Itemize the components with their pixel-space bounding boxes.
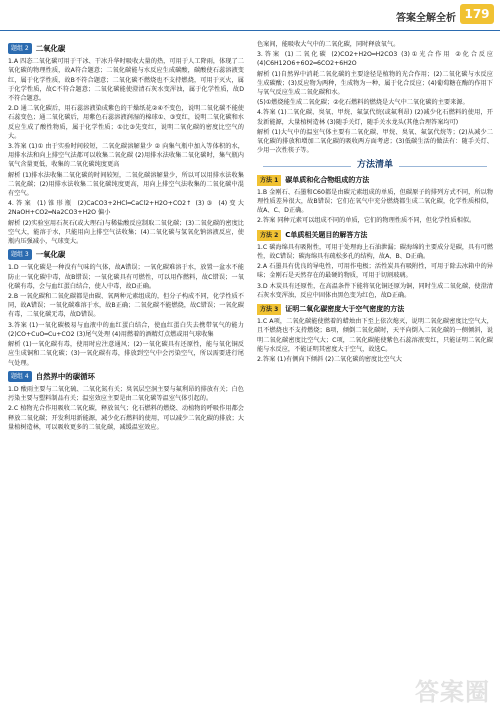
answer-paragraph: 2.答案 (1)有侧向下倾斜 (2)二氧化碳的密度比空气大 — [257, 356, 402, 364]
section-heading — [8, 371, 244, 382]
section-tag: 题组 2 — [8, 43, 32, 54]
right-column — [257, 40, 493, 365]
answer-paragraph: 1.C A项，二氧化碳能使燃着的蜡烛由下至上依次熄灭，说明二氧化碳密度比空气大，且不燃烧也不支持燃烧；B项，倾倒二氧化碳时，天平向倒入二氧化碳的一侧倾斜，说明二氧化碳密度比空气大；C项，二氧化碳能使紫色石蕊溶液变红，只能证明二氧化碳能与水反应，不能证明其密度大于空气，故选C。 — [257, 318, 493, 353]
answer-paragraph: (5)①燃烧能生成二氧化碳；②化石燃料的燃烧是大气中二氧化碳的主要来源。 — [257, 99, 469, 107]
answer-paragraph: 3.答案 (1)① 由于实验时间较短，二氧化碳溶解量少 ② 向集气瓶中加入等体积的水，用排水法和向上排空气法都可以收集二氧化碳 (2)用排水法收集二氧化碳时，集气瓶内氧气含量更低，收集的二氧化碳纯度更高 — [8, 143, 244, 169]
answer-paragraph: 3.D 木炭具有还原性，在高温条件下能将氧化铜还原为铜，同时生成二氧化碳，使澄清石灰水变浑浊，反应中固体由黑色变为红色，故D正确。 — [257, 282, 493, 299]
divider — [263, 166, 351, 167]
answer-paragraph: 1.B 金刚石、石墨和C60都是由碳元素组成的单质，但碳原子的排列方式不同，所以物理性质差异很大，故B错误；它们在氧气中充分燃烧都生成二氧化碳，化学性质相似，故A、C、D正确。 — [257, 188, 493, 215]
answer-paragraph: 解析 (1)大气中的温室气体主要有二氧化碳、甲烷、臭氧、氟氯代烷等；(2)从减少二氧化碳的排放和增加二氧化碳的吸收两方面考虑；(3)低碳生活的做法有：随手关灯、少用一次性筷子等。 — [257, 128, 493, 155]
section-heading — [8, 43, 244, 54]
method-list-label: 方法清单 — [357, 160, 394, 171]
section-name: 二氧化碳 — [35, 44, 66, 53]
answer-paragraph: 2.答案 同种元素可以组成不同的单质，它们的物理性质不同，但化学性质相似。 — [257, 217, 476, 225]
method-name: 碳单质和化合物组成的方法 — [285, 175, 370, 184]
page-number: 179 — [460, 4, 494, 24]
answer-paragraph: 解析 (2)实验室用石灰石(或大理石)与稀盐酸反应制取二氧化碳；(3)二氧化碳的密度比空气大，能溶于水，只能用向上排空气法收集；(4)二氧化碳与氢氧化钠溶液反应，使瓶内压强减小，气球变大。 — [8, 219, 244, 246]
header-title: 答案全解全析 — [396, 13, 456, 24]
answer-paragraph: 解析 (1)自然界中消耗二氧化碳的主要途径是植物的光合作用；(2)二氧化碳与水反应生成碳酸；(3)反应物为两种，生成物为一种，属于化合反应；(4)葡萄糖在酶的作用下与氧气反应生成二氧化碳和水。 — [257, 70, 493, 97]
method-name: C单质相关题目的解答方法 — [285, 230, 368, 239]
answer-paragraph: 2.A 石墨具有优良的导电性，可用作电极；活性炭具有吸附性，可用于除去冰箱中的异味；金刚石是天然存在的最硬的物质，可用于切割玻璃。 — [257, 263, 493, 280]
method-badge: 方法 3 — [257, 304, 281, 315]
answer-paragraph: 4.答案 (1)锥形瓶 (2)CaCO3+2HCl═CaCl2+H2O+CO2↑ (3)③ (4)变大 2NaOH+CO2═Na2CO3+H2O 偏小 — [8, 200, 244, 217]
section-tag: 题组 3 — [8, 249, 32, 260]
method-badge: 方法 2 — [257, 230, 281, 241]
answer-paragraph: 1.D 酸雨主要与二氧化硫、二氧化氮有关；臭氧层空洞主要与氟利昂的排放有关；白色污染主要与塑料制品有关；温室效应主要是由二氧化碳等温室气体引起的。 — [8, 385, 244, 403]
answer-paragraph: 2.B 一氧化碳和二氧化碳都是由碳、氧两种元素组成的，但分子构成不同，化学性质不同，故A错误；一氧化碳难溶于水，故B正确；二氧化碳不能燃烧，故C错误；一氧化碳有毒，二氧化碳无毒，故D错误。 — [8, 293, 244, 319]
answer-paragraph: 2.C 植物光合作用吸收二氧化碳，释放氧气；化石燃料的燃烧、动植物的呼吸作用都会释放二氧化碳；开发利用新能源，减少化石燃料的使用，可以减少二氧化碳的排放；大量植树造林，可以吸收更多的二氧化碳，减缓温室效应。 — [8, 405, 244, 431]
method-heading — [257, 304, 493, 315]
method-badge: 方法 1 — [257, 175, 281, 186]
answer-paragraph: 1.D 一氧化碳是一种没有气味的气体，故A错误；一氧化碳难溶于水，放置一盆水不能防止一氧化碳中毒，故B错误；一氧化碳具有可燃性，可以用作燃料，故C错误；一氧化碳有毒，会与血红蛋白结合，使人中毒，故D正确。 — [8, 264, 244, 290]
section-name: 一氧化碳 — [35, 250, 66, 260]
watermark-logo: 答案圈 — [415, 678, 490, 706]
method-name: 证明二氧化碳密度大于空气密度的方法 — [285, 305, 405, 314]
answer-paragraph: 色案间，能吸收大气中的二氧化碳，同时释放氧气。 — [257, 41, 400, 48]
method-heading — [257, 230, 493, 241]
method-heading — [257, 175, 493, 186]
answer-paragraph: 3.答案 (1)一氧化碳极易与血液中的血红蛋白结合，使血红蛋白失去携带氧气的能力 (2)CO+CuO═Cu+CO2 (3)尾气处理 (4)用燃着的酒精灯点燃或用气球收集 — [8, 321, 244, 338]
page-header — [0, 0, 500, 31]
section-tag: 题组 4 — [8, 371, 32, 382]
answer-paragraph: 解析 (1)一氧化碳有毒，使用时应注意通风；(2)一氧化碳具有还原性，能与氧化铜反应生成铜和二氧化碳；(3)一氧化碳有毒，排放到空气中会污染空气，所以需要进行尾气处理。 — [8, 341, 244, 367]
answer-paragraph: 1.A 四态二氧化碳可用于干冰、干冰升华时吸收大量的热，可用于人工降雨，体现了二氧化碳的物理性质，故A符合题意；二氧化碳能与水反应生成碳酸，碳酸使石蕊溶液变红，属于化学性质，故B不符合题意；二氧化碳不燃烧也不支持燃烧，可用于灭火，属于化学性质，故C不符合题意；二氧化碳能使澄清石灰水变浑浊，属于化学性质，故D不符合题意。 — [8, 58, 244, 103]
answer-paragraph: 3.答案 (1)二氧化碳 (2)CO2+H2O═H2CO3 (3)①光合作用 ②化合反应 (4)C6H12O6+6O2═6CO2+6H2O — [257, 51, 493, 68]
answer-paragraph: 4.答案 (1)二氧化碳、臭氧、甲烷、氟氯代烷(或氟利昂) (2)减少化石燃料的使用，开发新能源，大量植树造林 (3)随手关灯，随手关水龙头(其他合理答案均可) — [257, 109, 493, 126]
left-column — [8, 40, 244, 433]
method-list-title — [257, 161, 493, 170]
answer-paragraph: 解析 (1)排水法收集二氧化碳的时间较短，二氧化碳溶解量少，所以可以用排水法收集二氧化碳；(2)用排水法收集二氧化碳纯度更高，用向上排空气法收集的二氧化碳中混有空气。 — [8, 171, 244, 198]
section-name: 自然界中的碳循环 — [35, 371, 95, 381]
divider — [399, 166, 487, 167]
answer-paragraph: 2.D 通二氧化碳后，用石蕊溶液染成紫色的干燥纸花②④不变色，说明二氧化碳不能使石蕊变色；通二氧化碳后，用紫色石蕊溶液润湿的棉球①、③变红，说明二氧化碳和水反应生成了酸性物质，属于化学性质；①比③先变红，说明二氧化碳的密度比空气的大。 — [8, 105, 244, 140]
section-heading — [8, 249, 244, 260]
answer-paragraph: 1.C 碳海绵具有吸附性，可用于处理海上石油泄漏；碳海绵的主要成分是碳，具有可燃性，故C错误；碳海绵具有疏松多孔的结构，故A、B、D正确。 — [257, 243, 493, 261]
